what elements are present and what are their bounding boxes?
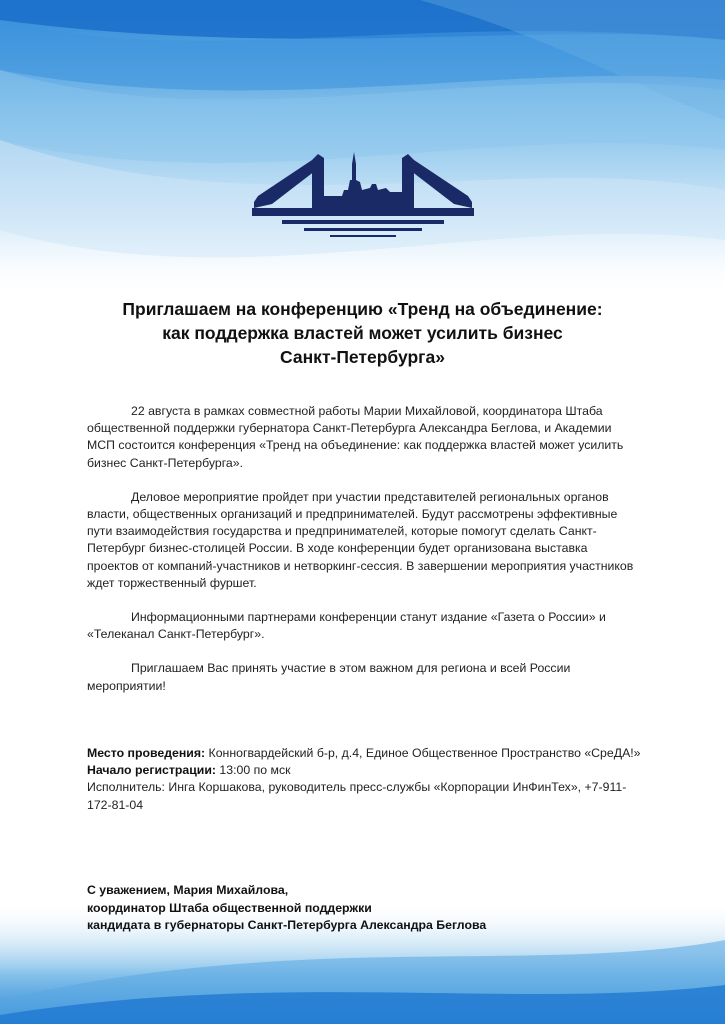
title-line-3: Санкт-Петербурга» bbox=[280, 347, 445, 367]
venue-label: Место проведения: bbox=[87, 746, 206, 760]
paragraph-program: Деловое мероприятие пройдет при участии представителей региональных органов власти, общественных организаций и предпринимателей. Будут рассмотрены эффективные пути взаимодействия государства и предпринимателей, которые помогут сделать Санкт-Петербург бизнес-столицей России. В ходе конференции будет организована выставка проектов от компаний-участников и нетворкинг-сессия. В завершении мероприятия участников ждет торжественный фуршет. bbox=[87, 489, 634, 590]
signature-line-3: кандидата в губернаторы Санкт-Петербурга Александра Беглова bbox=[87, 918, 487, 932]
title-line-2: как поддержка властей может усилить бизнес bbox=[162, 323, 563, 343]
signature-line-1: С уважением, Мария Михайлова, bbox=[87, 883, 289, 897]
registration-value: 13:00 по мск bbox=[216, 763, 291, 778]
paragraph-partners: Информационными партнерами конференции станут издание «Газета о России» и «Телеканал Санкт-Петербург». bbox=[87, 610, 606, 642]
invitation-body bbox=[87, 403, 642, 712]
signature-line-2: координатор Штаба общественной поддержки bbox=[87, 900, 372, 915]
title-line-1: Приглашаем на конференцию «Тренд на объединение: bbox=[122, 299, 603, 319]
registration-label: Начало регистрации: bbox=[87, 763, 216, 778]
event-details bbox=[87, 745, 647, 814]
venue-line bbox=[87, 745, 647, 762]
paragraph-invitation: Приглашаем Вас принять участие в этом важном для региона и всей России мероприятии! bbox=[87, 661, 571, 693]
page-title bbox=[60, 297, 665, 369]
signature-block bbox=[87, 882, 647, 935]
registration-line bbox=[87, 762, 647, 779]
paragraph-announcement: 22 августа в рамках совместной работы Марии Михайловой, координатора Штаба общественной поддержки губернатора Санкт-Петербурга Александра Беглова, и Академии МСП состоится конференция «Тренд на объединение: как поддержка властей может усилить бизнес Санкт-Петербурга». bbox=[87, 404, 624, 470]
venue-value: Конногвардейский б-р, д.4, Единое Общественное Пространство «СреДА!» bbox=[205, 746, 641, 760]
contact-line: Исполнитель: Инга Коршакова, руководитель пресс-службы «Корпорации ИнФинТех», +7-911-172-81-04 bbox=[87, 780, 627, 812]
